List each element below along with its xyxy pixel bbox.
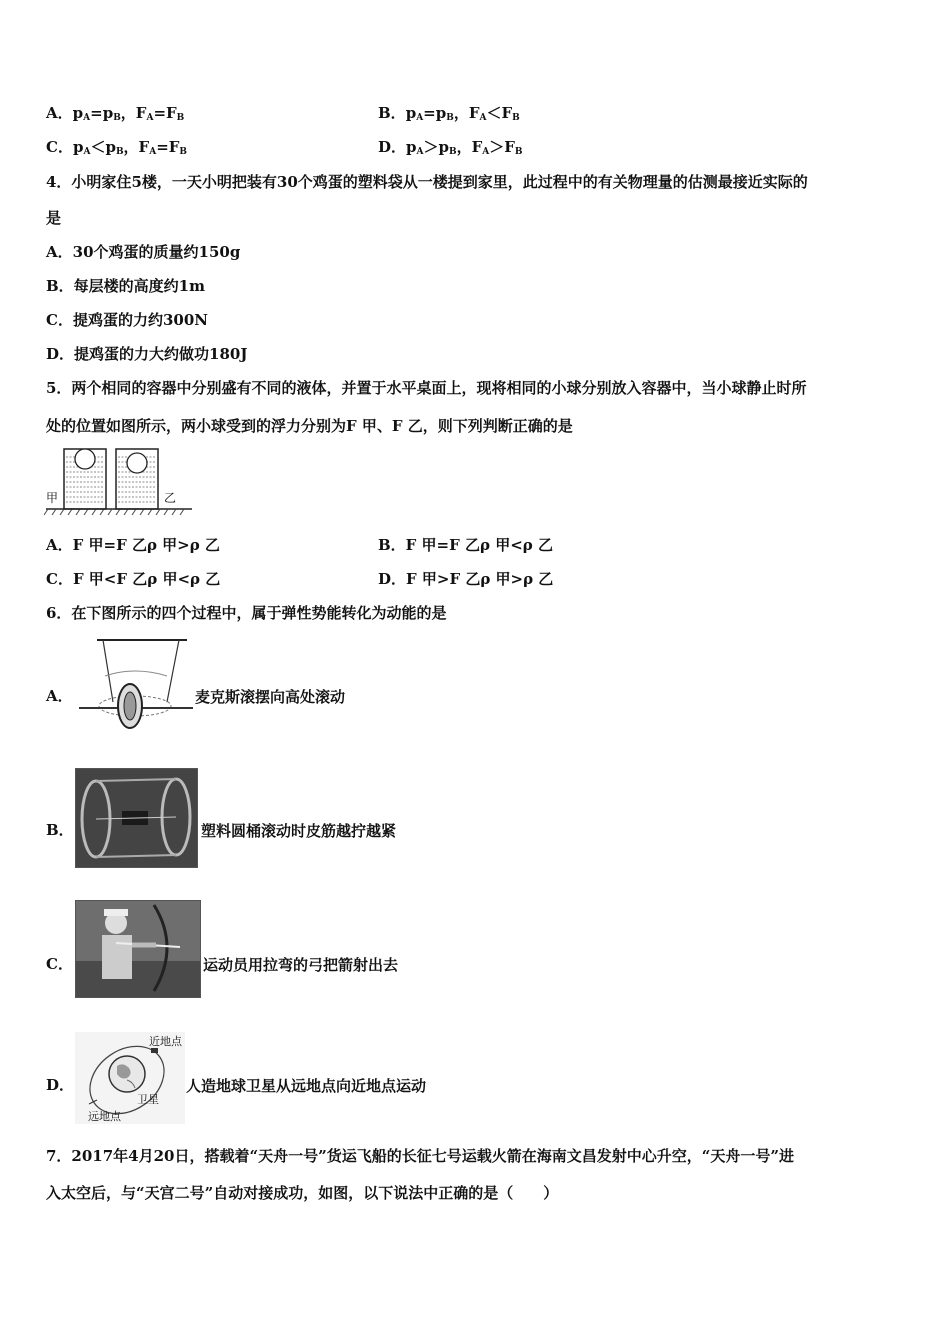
q5-option-b: B．F 甲=F 乙ρ 甲<ρ 乙 bbox=[378, 536, 553, 554]
q4-option-c: C．提鸡蛋的力约300N bbox=[46, 311, 208, 329]
q5-stem-line1: 5．两个相同的容器中分别盛有不同的液体，并置于水平桌面上，现将相同的小球分别放入容器中，当小球静止时所 bbox=[46, 379, 807, 397]
q6-option-d-label: D． bbox=[46, 1076, 75, 1094]
q3-option-a: A．$p_A=p_B$，$F_A=F_B$ bbox=[46, 104, 185, 123]
q6-option-c-text: 运动员用拉弯的弓把箭射出去 bbox=[203, 956, 399, 974]
q4-stem-line1: 4．小明家住5楼，一天小明把装有30个鸡蛋的塑料袋从一楼提到家里，此过程中的有关物理量的估测最接近实际的 bbox=[46, 173, 808, 191]
q3-option-c-text: $p_A<p_B$，$F_A=F_B$ bbox=[72, 138, 188, 157]
q3-option-c: C．$p_A<p_B$，$F_A=F_B$ bbox=[46, 138, 188, 157]
q6-option-d-far-label: 远地点 bbox=[88, 1110, 121, 1123]
q4-option-b: B．每层楼的高度约1m bbox=[46, 277, 205, 295]
q5-option-a: A．F 甲=F 乙ρ 甲>ρ 乙 bbox=[46, 536, 220, 554]
q4-option-d: D．提鸡蛋的力大约做功180J bbox=[46, 345, 248, 363]
q6-option-a-label: A． bbox=[46, 687, 73, 705]
q6-option-c-image bbox=[75, 900, 201, 998]
q6-option-d-text: 人造地球卫星从远地点向近地点运动 bbox=[186, 1077, 427, 1095]
q5-containers-figure bbox=[44, 445, 194, 517]
q6-option-d-near-label: 近地点 bbox=[149, 1035, 182, 1048]
q5-option-d: D．F 甲>F 乙ρ 甲>ρ 乙 bbox=[378, 570, 554, 588]
q6-option-b-text: 塑料圆桶滚动时皮筋越拧越紧 bbox=[201, 822, 397, 840]
q3-option-b: B．$p_A=p_B$，$F_A<F_B$ bbox=[378, 104, 520, 123]
q6-option-b-image bbox=[75, 768, 198, 868]
q5-option-c: C．F 甲<F 乙ρ 甲<ρ 乙 bbox=[46, 570, 221, 588]
q3-option-b-text: $p_A=p_B$，$F_A<F_B$ bbox=[405, 104, 520, 123]
q5-fig-label-left: 甲 bbox=[46, 491, 59, 505]
q3-option-d-text: $p_A>p_B$，$F_A>F_B$ bbox=[406, 138, 523, 157]
q6-option-b-label: B． bbox=[46, 821, 74, 839]
q6-option-a-image bbox=[75, 636, 195, 738]
q4-option-a: A．30个鸡蛋的质量约150g bbox=[46, 243, 241, 261]
q3-option-d: D．$p_A>p_B$，$F_A>F_B$ bbox=[378, 138, 523, 157]
q6-option-c-label: C． bbox=[46, 955, 73, 973]
q4-stem-line2: 是 bbox=[46, 209, 62, 227]
q6-stem: 6．在下图所示的四个过程中，属于弹性势能转化为动能的是 bbox=[46, 604, 447, 622]
q7-stem-line1: 7．2017年4月20日，搭载着“天舟一号”货运飞船的长征七号运载火箭在海南文昌发射中心升空，“天舟一号”进 bbox=[46, 1147, 795, 1165]
q3-option-a-text: $p_A=p_B$，$F_A=F_B$ bbox=[72, 104, 185, 123]
q5-stem-line2: 处的位置如图所示，两小球受到的浮力分别为F 甲、F 乙，则下列判断正确的是 bbox=[46, 417, 573, 435]
q5-fig-label-right: 乙 bbox=[164, 491, 177, 505]
q6-option-d-satellite-label: 卫星 bbox=[137, 1093, 159, 1106]
q6-option-a-text: 麦克斯滚摆向高处滚动 bbox=[195, 688, 346, 706]
q7-stem-line2: 入太空后，与“天宫二号”自动对接成功，如图，以下说法中正确的是（ ） bbox=[46, 1184, 559, 1202]
